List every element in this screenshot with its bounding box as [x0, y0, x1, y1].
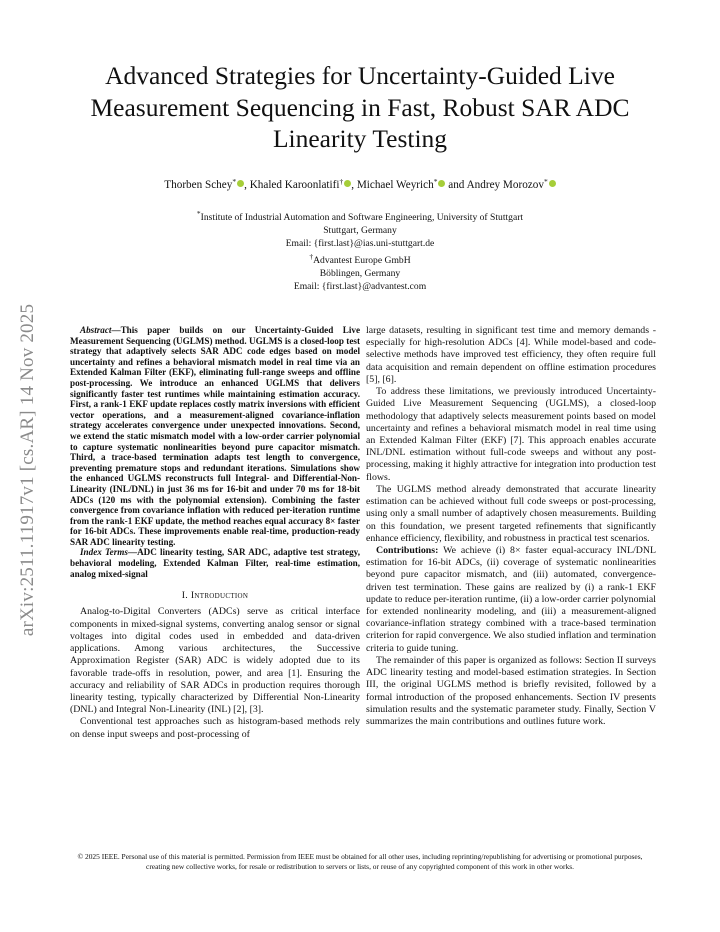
contributions-label: Contributions:: [376, 544, 439, 556]
paper-title: Advanced Strategies for Uncertainty-Guided Live Measurement Sequencing in Fast, Robust SAR ADC Linearity Testing: [90, 61, 630, 153]
affiliation-mark: *: [232, 177, 237, 186]
affiliation-mark: *: [433, 177, 438, 186]
body-paragraph: The UGLMS method already demonstrated that accurate linearity estimation can be achieved without full code sweeps or post-processing, using only a small number of adaptively chosen measurements. Building on this foundation, we present targeted refinements that significantly enhance efficiency, flexibility, and robustness in practical test scenarios.: [366, 483, 656, 544]
arxiv-identifier: [8, 255, 48, 685]
body-paragraph: To address these limitations, we previously introduced Uncertainty-Guided Live Measurement Sequencing (UGLMS), a closed-loop methodology that adaptively selects measurement points based on model uncertainty and refines a behavioral mismatch model in real time using an Extended Kalman Filter (EKF) [7]. This approach enables accurate INL/DNL estimation without full-code sweeps and without any post-processing, making it highly attractive for integration into production test flows.: [366, 386, 656, 483]
author-name: Andrey Morozov: [466, 179, 544, 191]
abstract: [70, 325, 360, 579]
index-terms-text: —ADC linearity testing, SAR ADC, adaptive test strategy, behavioral modeling, Extended Kalman Filter, real-time estimation, analog mixed-signal: [70, 547, 360, 579]
section-heading: I. Introduction: [181, 590, 249, 602]
orcid-icon[interactable]: [549, 180, 556, 187]
arxiv-stamp-text: arXiv:2511.11917v1 [cs.AR] 14 Nov 2025: [17, 303, 38, 637]
affiliation-institute: Institute of Industrial Automation and Software Engineering, University of Stuttgart: [200, 212, 524, 223]
contributions-paragraph: Contributions: We achieve (i) 8× faster equal-accuracy INL/DNL estimation for 16-bit ADCs, (ii) coverage of systematic nonlinearities beyond pure capacitor mismatch, and (iii) automated, convergence-driven test termination. These gains are realized by (i) a rank-1 EKF update to reduce per-iteration runtime, (ii) a low-order carrier polynomial for extended nonlinearity modeling, and (iii) a measurement-aligned covariance-inflation strategy combined with a trace-based termination criterion for rapid convergence. We also studied inflation and termination criteria to guide tuning.: [366, 544, 656, 654]
affiliation-email: Email: {first.last}@ias.uni-stuttgart.de: [285, 238, 435, 250]
body-paragraph: Conventional test approaches such as histogram-based methods rely on dense input sweeps and post-processing of: [70, 716, 360, 740]
body-paragraph: The remainder of this paper is organized as follows: Section II surveys ADC linearity testing and model-based estimation strategies. In Section III, the original UGLMS method is briefly revisited, followed by a formal introduction of the proposed enhancements. Section IV presents simulation results and the systematic parameter study. Finally, Section V summarizes the main contributions and outlines future work.: [366, 654, 656, 727]
abstract-label: Abstract: [80, 325, 112, 335]
affiliation-mark: †: [339, 177, 344, 186]
author-name: Michael Weyrich: [356, 179, 434, 191]
index-terms-label: Index Terms: [80, 547, 128, 558]
body-paragraph: Analog-to-Digital Converters (ADCs) serve as critical interface components in mixed-signal systems, converting analog sensor or signal voltages into digital codes used in embedded and data-driven applications. Among various architectures, the Successive Approximation Register (SAR) ADC is widely adopted due to its favorable trade-offs in resolution, power, and area [1]. Ensuring the accuracy and reliability of SAR ADCs in production requires thorough linearity testing, typically characterized by Differential Non-Linearity (DNL) and Integral Non-Linearity (INL) [2], [3].: [70, 606, 360, 716]
copyright-notice: © 2025 IEEE. Personal use of this material is permitted. Permission from IEEE must be obtained for all other uses, including reprinting/republishing for advertising or promotional purposes, creating new collective works, for resale or redistribution to servers or lists, or reuse of any copyrighted component of this work in other works.: [77, 852, 643, 871]
affiliation-mark: *: [543, 177, 548, 186]
affiliation-location: Stuttgart, Germany: [323, 225, 397, 237]
affiliations: *Institute of Industrial Automation and Software Engineering, University of Stuttgart Stuttgart, Germany Email: {first.last}@ias.uni-stuttgart.de †Advantest Europe GmbH Böblingen, Germany Email: {first.last}@advantest.com: [100, 207, 620, 294]
affiliation-email: Email: {first.last}@advantest.com: [293, 281, 427, 293]
affiliation-location: Böblingen, Germany: [319, 268, 401, 280]
left-column: [70, 325, 360, 741]
author-list: Thorben Schey* , Khaled Karoonlatifi† , Michael Weyrich* and Andrey Morozov*: [70, 175, 650, 192]
author-name: Khaled Karoonlatifi: [249, 179, 340, 191]
author-name: Thorben Schey: [164, 179, 233, 191]
abstract-text: —This paper builds on our Uncertainty-Guided Live Measurement Sequencing (UGLMS) method. UGLMS is a closed-loop test strategy that adaptively selects SAR ADC code edges based on model uncertainty and refines a behavioral mismatch model in real time via an Extended Kalman Filter (EKF), eliminating full-range sweeps and offline post-processing. We introduce an enhanced UGLMS that delivers significantly faster test runtimes while maintaining estimation accuracy. First, a rank-1 EKF update replaces costly matrix inversions with efficient vector operations, and a measurement-aligned covariance-inflation strategy accelerates convergence under unexpected innovations. Second, we extend the static mismatch model with a low-order carrier polynomial to capture systematic nonlinearities beyond pure capacitor mismatch. Third, a trace-based termination adapts test length to convergence, preventing premature stops and redundant iterations. Simulations show the enhanced UGLMS reconstructs full Integral- and Differential-Non-Linearity (INL/DNL) in just 36 ms for 16-bit and under 70 ms for 18-bit ADCs (120 ms with the polynomial extension). Combining the faster convergence from covariance inflation with reduced per-iteration runtime from the rank-1 EKF update, the method reaches equal accuracy 8× faster for 16-bit ADCs. These improvements enable real-time, production-ready SAR ADC linearity testing.: [70, 325, 360, 547]
body-paragraph: large datasets, resulting in significant test time and memory demands - especially for high-resolution ADCs [4]. While model-based and code-selective methods have improved test efficiency, they often require full data acquisition and remain dependent on offline estimation procedures [5], [6].: [366, 325, 656, 385]
right-column: [366, 325, 656, 728]
affiliation-institute: Advantest Europe GmbH: [313, 255, 411, 267]
